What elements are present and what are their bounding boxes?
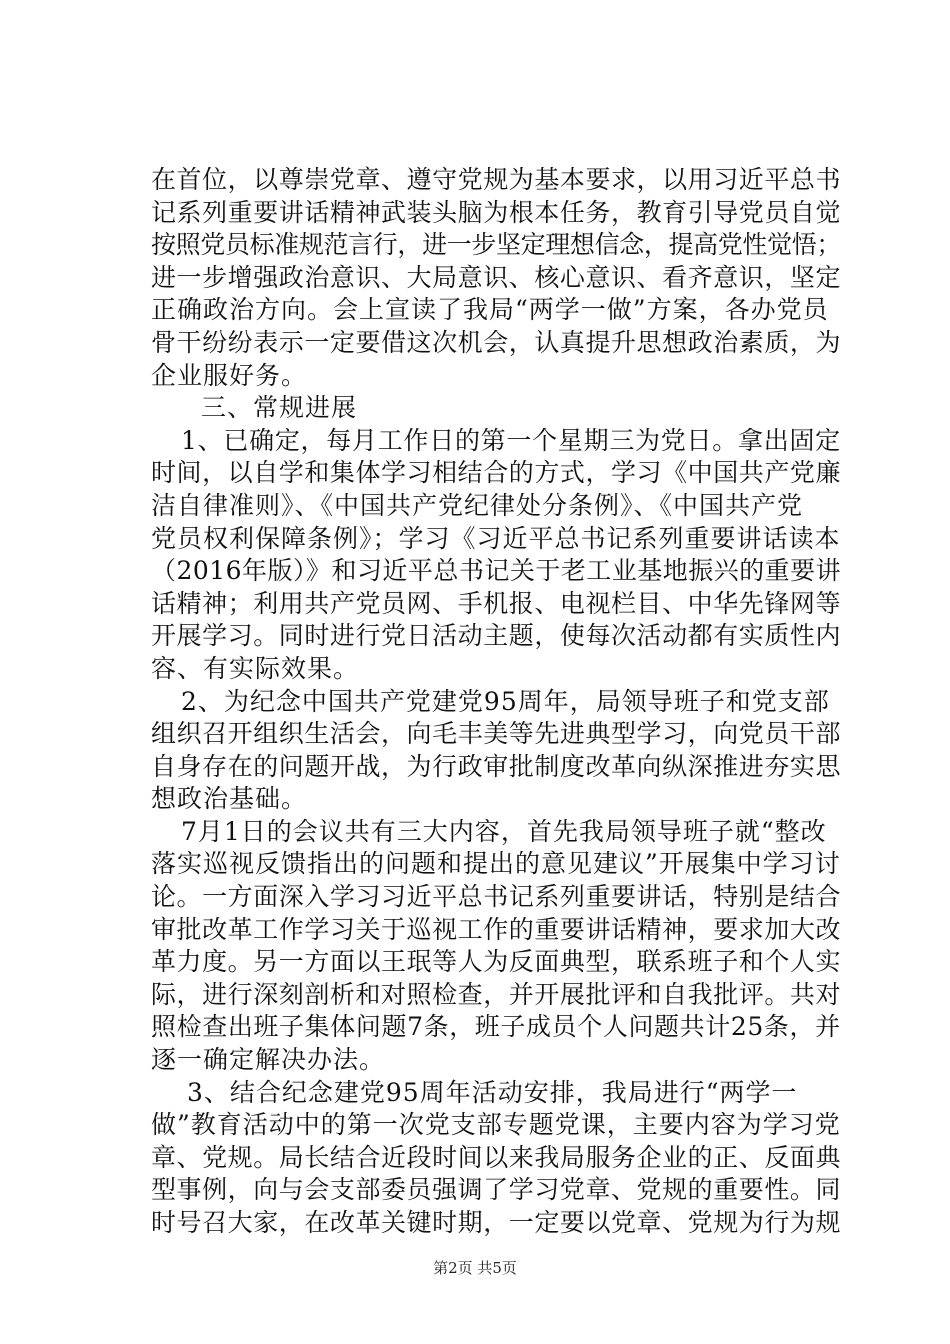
text-line: 骨干纷纷表示一定要借这次机会，认真提升思想政治素质，为	[151, 327, 842, 357]
text-line: 组织召开组织生活会，向毛丰美等先进典型学习，向党员干部	[151, 719, 842, 749]
text-line: 3、结合纪念建党95周年活动安排，我局进行“两学一	[187, 1077, 798, 1107]
text-line: 际，进行深刻剖析和对照检查，并开展批评和自我批评。共对	[151, 979, 842, 1009]
text-line: 开展学习。同时进行党日活动主题，使每次活动都有实质性内	[151, 621, 842, 651]
text-line: 论。一方面深入学习习近平总书记系列重要讲话，特别是结合	[151, 882, 842, 912]
text-line: 洁自律准则》、《中国共产党纪律处分条例》、《中国共产党	[151, 490, 804, 520]
text-line: 型事例，向与会支部委员强调了学习党章、党规的重要性。同	[151, 1175, 842, 1205]
section-heading: 三、常规进展	[201, 393, 358, 423]
text-line: 照检查出班子集体问题7条，班子成员个人问题共计25条，并	[151, 1012, 841, 1042]
text-line: 企业服好务。	[151, 360, 308, 390]
text-line: 进一步增强政治意识、大局意识、核心意识、看齐意识，坚定	[151, 262, 842, 292]
text-line: 逐一确定解决办法。	[151, 1045, 386, 1075]
text-line: 2、为纪念中国共产党建党95周年，局领导班子和党支部	[181, 686, 830, 716]
text-line: 革力度。另一方面以王珉等人为反面典型，联系班子和个人实	[151, 947, 842, 977]
text-line: 时间，以自学和集体学习相结合的方式，学习《中国共产党廉	[151, 458, 842, 488]
text-line: 在首位，以尊崇党章、遵守党规为基本要求，以用习近平总书	[151, 165, 842, 194]
text-line: 落实巡视反馈指出的问题和提出的意见建议”开展集中学习讨	[151, 849, 841, 879]
text-line: 党员权利保障条例》；学习《习近平总书记系列重要讲话读本	[151, 523, 841, 553]
text-line: 审批改革工作学习关于巡视工作的重要讲话精神，要求加大改	[151, 914, 842, 944]
text-line: 章、党规。局长结合近段时间以来我局服务企业的正、反面典	[151, 1142, 842, 1172]
text-line: 容、有实际效果。	[151, 653, 360, 683]
body-text	[151, 164, 841, 1240]
text-line: 7月1日的会议共有三大内容，首先我局领导班子就“整改	[181, 816, 827, 846]
page-number-footer: 第2页 共5页	[433, 1259, 517, 1277]
text-line: 正确政治方向。会上宣读了我局“两学一做”方案，各办党员	[151, 295, 829, 325]
text-line: 话精神；利用共产党员网、手机报、电视栏目、中华先锋网等	[151, 588, 842, 618]
text-line: 自身存在的问题开战，为行政审批制度改革向纵深推进夯实思	[151, 751, 842, 781]
text-line: 1、已确定，每月工作日的第一个星期三为党日。拿出固定	[181, 425, 841, 455]
text-line: 想政治基础。	[151, 784, 308, 814]
text-line: 时号召大家，在改革关键时期，一定要以党章、党规为行为规	[151, 1208, 842, 1237]
text-line: 做”教育活动中的第一次党支部专题党课，主要内容为学习党	[151, 1110, 841, 1140]
text-line: 按照党员标准规范言行，进一步坚定理想信念，提高党性觉悟；	[151, 230, 842, 260]
text-line: （2016年版）》和习近平总书记关于老工业基地振兴的重要讲	[151, 556, 842, 586]
text-line: 记系列重要讲话精神武装头脑为根本任务，教育引导党员自觉	[151, 197, 842, 227]
